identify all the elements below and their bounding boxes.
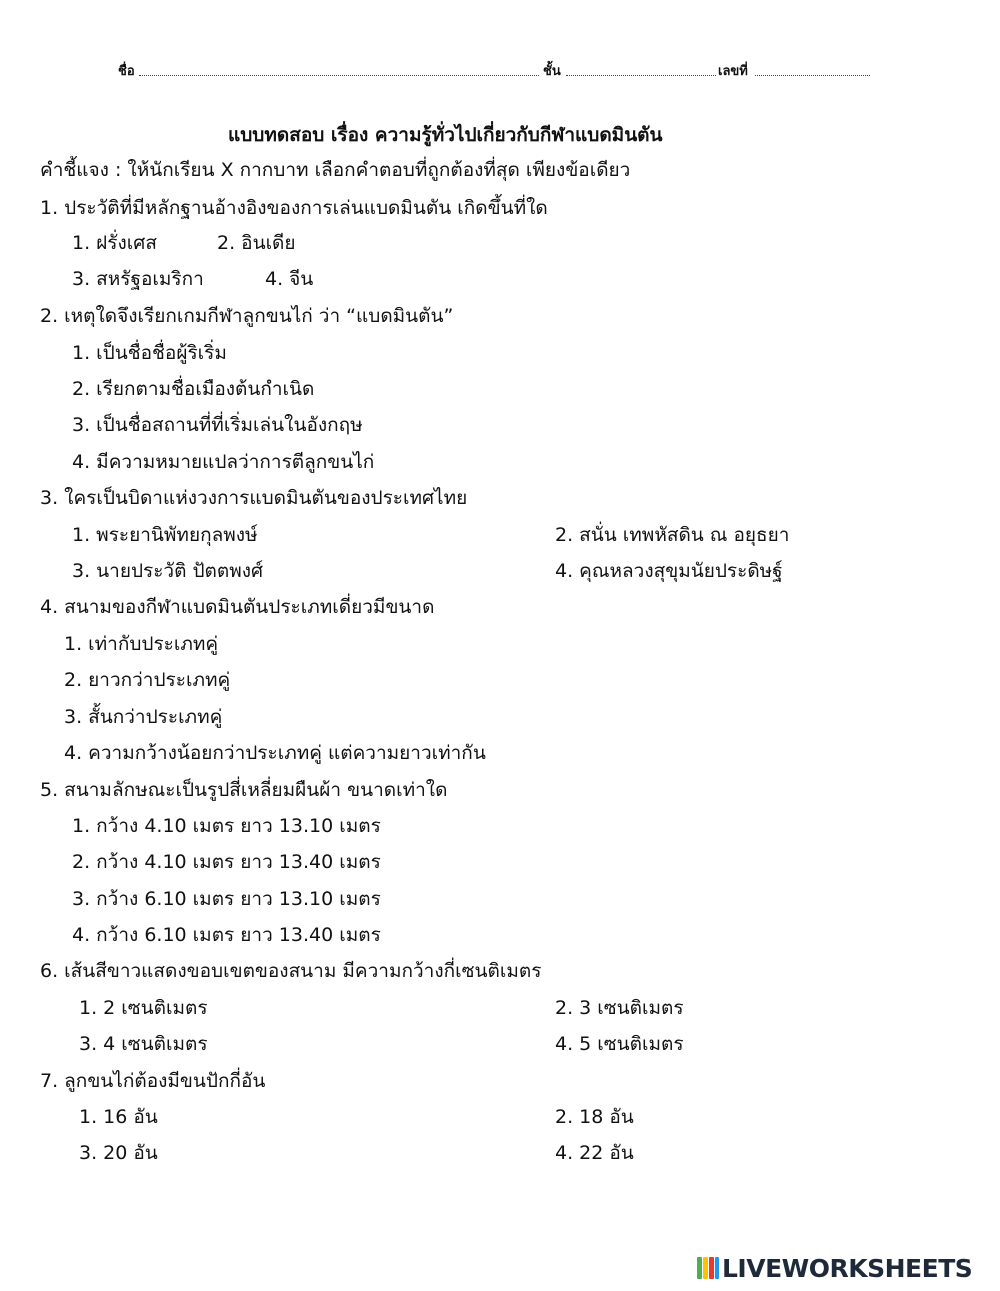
option-2-2[interactable]: 2. เรียกตามชื่อเมืองต้นกำเนิด	[72, 378, 315, 400]
option-5-4[interactable]: 4. กว้าง 6.10 เมตร ยาว 13.40 เมตร	[72, 924, 381, 946]
live-blocks-icon	[697, 1257, 719, 1279]
option-6-2[interactable]: 2. 3 เซนติเมตร	[555, 997, 684, 1019]
option-2-3[interactable]: 3. เป็นชื่อสถานที่ที่เริ่มเล่นในอังกฤษ	[72, 414, 363, 436]
name-label: ชื่อ	[118, 64, 135, 79]
option-5-2[interactable]: 2. กว้าง 4.10 เมตร ยาว 13.40 เมตร	[72, 851, 381, 873]
option-4-3[interactable]: 3. สั้นกว่าประเภทคู่	[64, 706, 223, 728]
option-2-1[interactable]: 1. เป็นชื่อชื่อผู้ริเริ่ม	[72, 342, 227, 364]
option-3-2[interactable]: 2. สนั่น เทพหัสดิน ณ อยุธยา	[555, 524, 790, 546]
question-2: 2. เหตุใดจึงเรียกเกมกีฬาลูกขนไก่ ว่า “แบดมินตัน”	[40, 305, 454, 327]
option-4-4[interactable]: 4. ความกว้างน้อยกว่าประเภทคู่ แต่ความยาวเท่ากัน	[64, 742, 486, 764]
question-5: 5. สนามลักษณะเป็นรูปสี่เหลี่ยมผืนผ้า ขนาดเท่าใด	[40, 779, 448, 801]
option-5-1[interactable]: 1. กว้าง 4.10 เมตร ยาว 13.10 เมตร	[72, 815, 381, 837]
option-4-1[interactable]: 1. เท่ากับประเภทคู่	[64, 633, 219, 655]
page-title: แบบทดสอบ เรื่อง ความรู้ทั่วไปเกี่ยวกับกีฬาแบดมินตัน	[228, 124, 663, 146]
option-6-4[interactable]: 4. 5 เซนติเมตร	[555, 1033, 684, 1055]
class-label: ชั้น	[543, 64, 561, 79]
option-1-1[interactable]: 1. ฝรั่งเศส	[72, 232, 157, 254]
option-7-1[interactable]: 1. 16 อัน	[79, 1106, 158, 1128]
option-7-4[interactable]: 4. 22 อัน	[555, 1142, 634, 1164]
question-1: 1. ประวัติที่มีหลักฐานอ้างอิงของการเล่นแบดมินตัน เกิดขึ้นที่ใด	[40, 197, 548, 219]
option-1-2[interactable]: 2. อินเดีย	[217, 232, 296, 254]
option-4-2[interactable]: 2. ยาวกว่าประเภทคู่	[64, 669, 231, 691]
name-blank[interactable]	[139, 75, 539, 76]
option-3-1[interactable]: 1. พระยานิพัทยกุลพงษ์	[72, 524, 258, 546]
option-7-2[interactable]: 2. 18 อัน	[555, 1106, 634, 1128]
option-6-1[interactable]: 1. 2 เซนติเมตร	[79, 997, 208, 1019]
question-3: 3. ใครเป็นบิดาแห่งวงการแบดมินตันของประเทศไทย	[40, 487, 468, 509]
question-7: 7. ลูกขนไก่ต้องมีขนปักกี่อัน	[40, 1070, 266, 1092]
question-6: 6. เส้นสีขาวแสดงขอบเขตของสนาม มีความกว้างกี่เซนติเมตร	[40, 960, 542, 982]
option-6-3[interactable]: 3. 4 เซนติเมตร	[79, 1033, 208, 1055]
option-5-3[interactable]: 3. กว้าง 6.10 เมตร ยาว 13.10 เมตร	[72, 888, 381, 910]
logo-text: LIVEWORKSHEETS	[722, 1254, 973, 1283]
number-blank[interactable]	[755, 75, 870, 76]
option-1-3[interactable]: 3. สหรัฐอเมริกา	[72, 268, 204, 290]
instruction: คำชี้แจง : ให้นักเรียน X กากบาท เลือกคำตอบที่ถูกต้องที่สุด เพียงข้อเดียว	[40, 159, 631, 181]
option-3-3[interactable]: 3. นายประวัติ ปัตตพงศ์	[72, 560, 264, 582]
option-1-4[interactable]: 4. จีน	[265, 268, 314, 290]
question-4: 4. สนามของกีฬาแบดมินตันประเภทเดี่ยวมีขนาด	[40, 596, 435, 618]
option-3-4[interactable]: 4. คุณหลวงสุขุมนัยประดิษฐ์	[555, 560, 783, 582]
class-blank[interactable]	[566, 75, 716, 76]
option-2-4[interactable]: 4. มีความหมายแปลว่าการตีลูกขนไก่	[72, 451, 375, 473]
number-label: เลขที่	[718, 64, 748, 79]
option-7-3[interactable]: 3. 20 อัน	[79, 1142, 158, 1164]
